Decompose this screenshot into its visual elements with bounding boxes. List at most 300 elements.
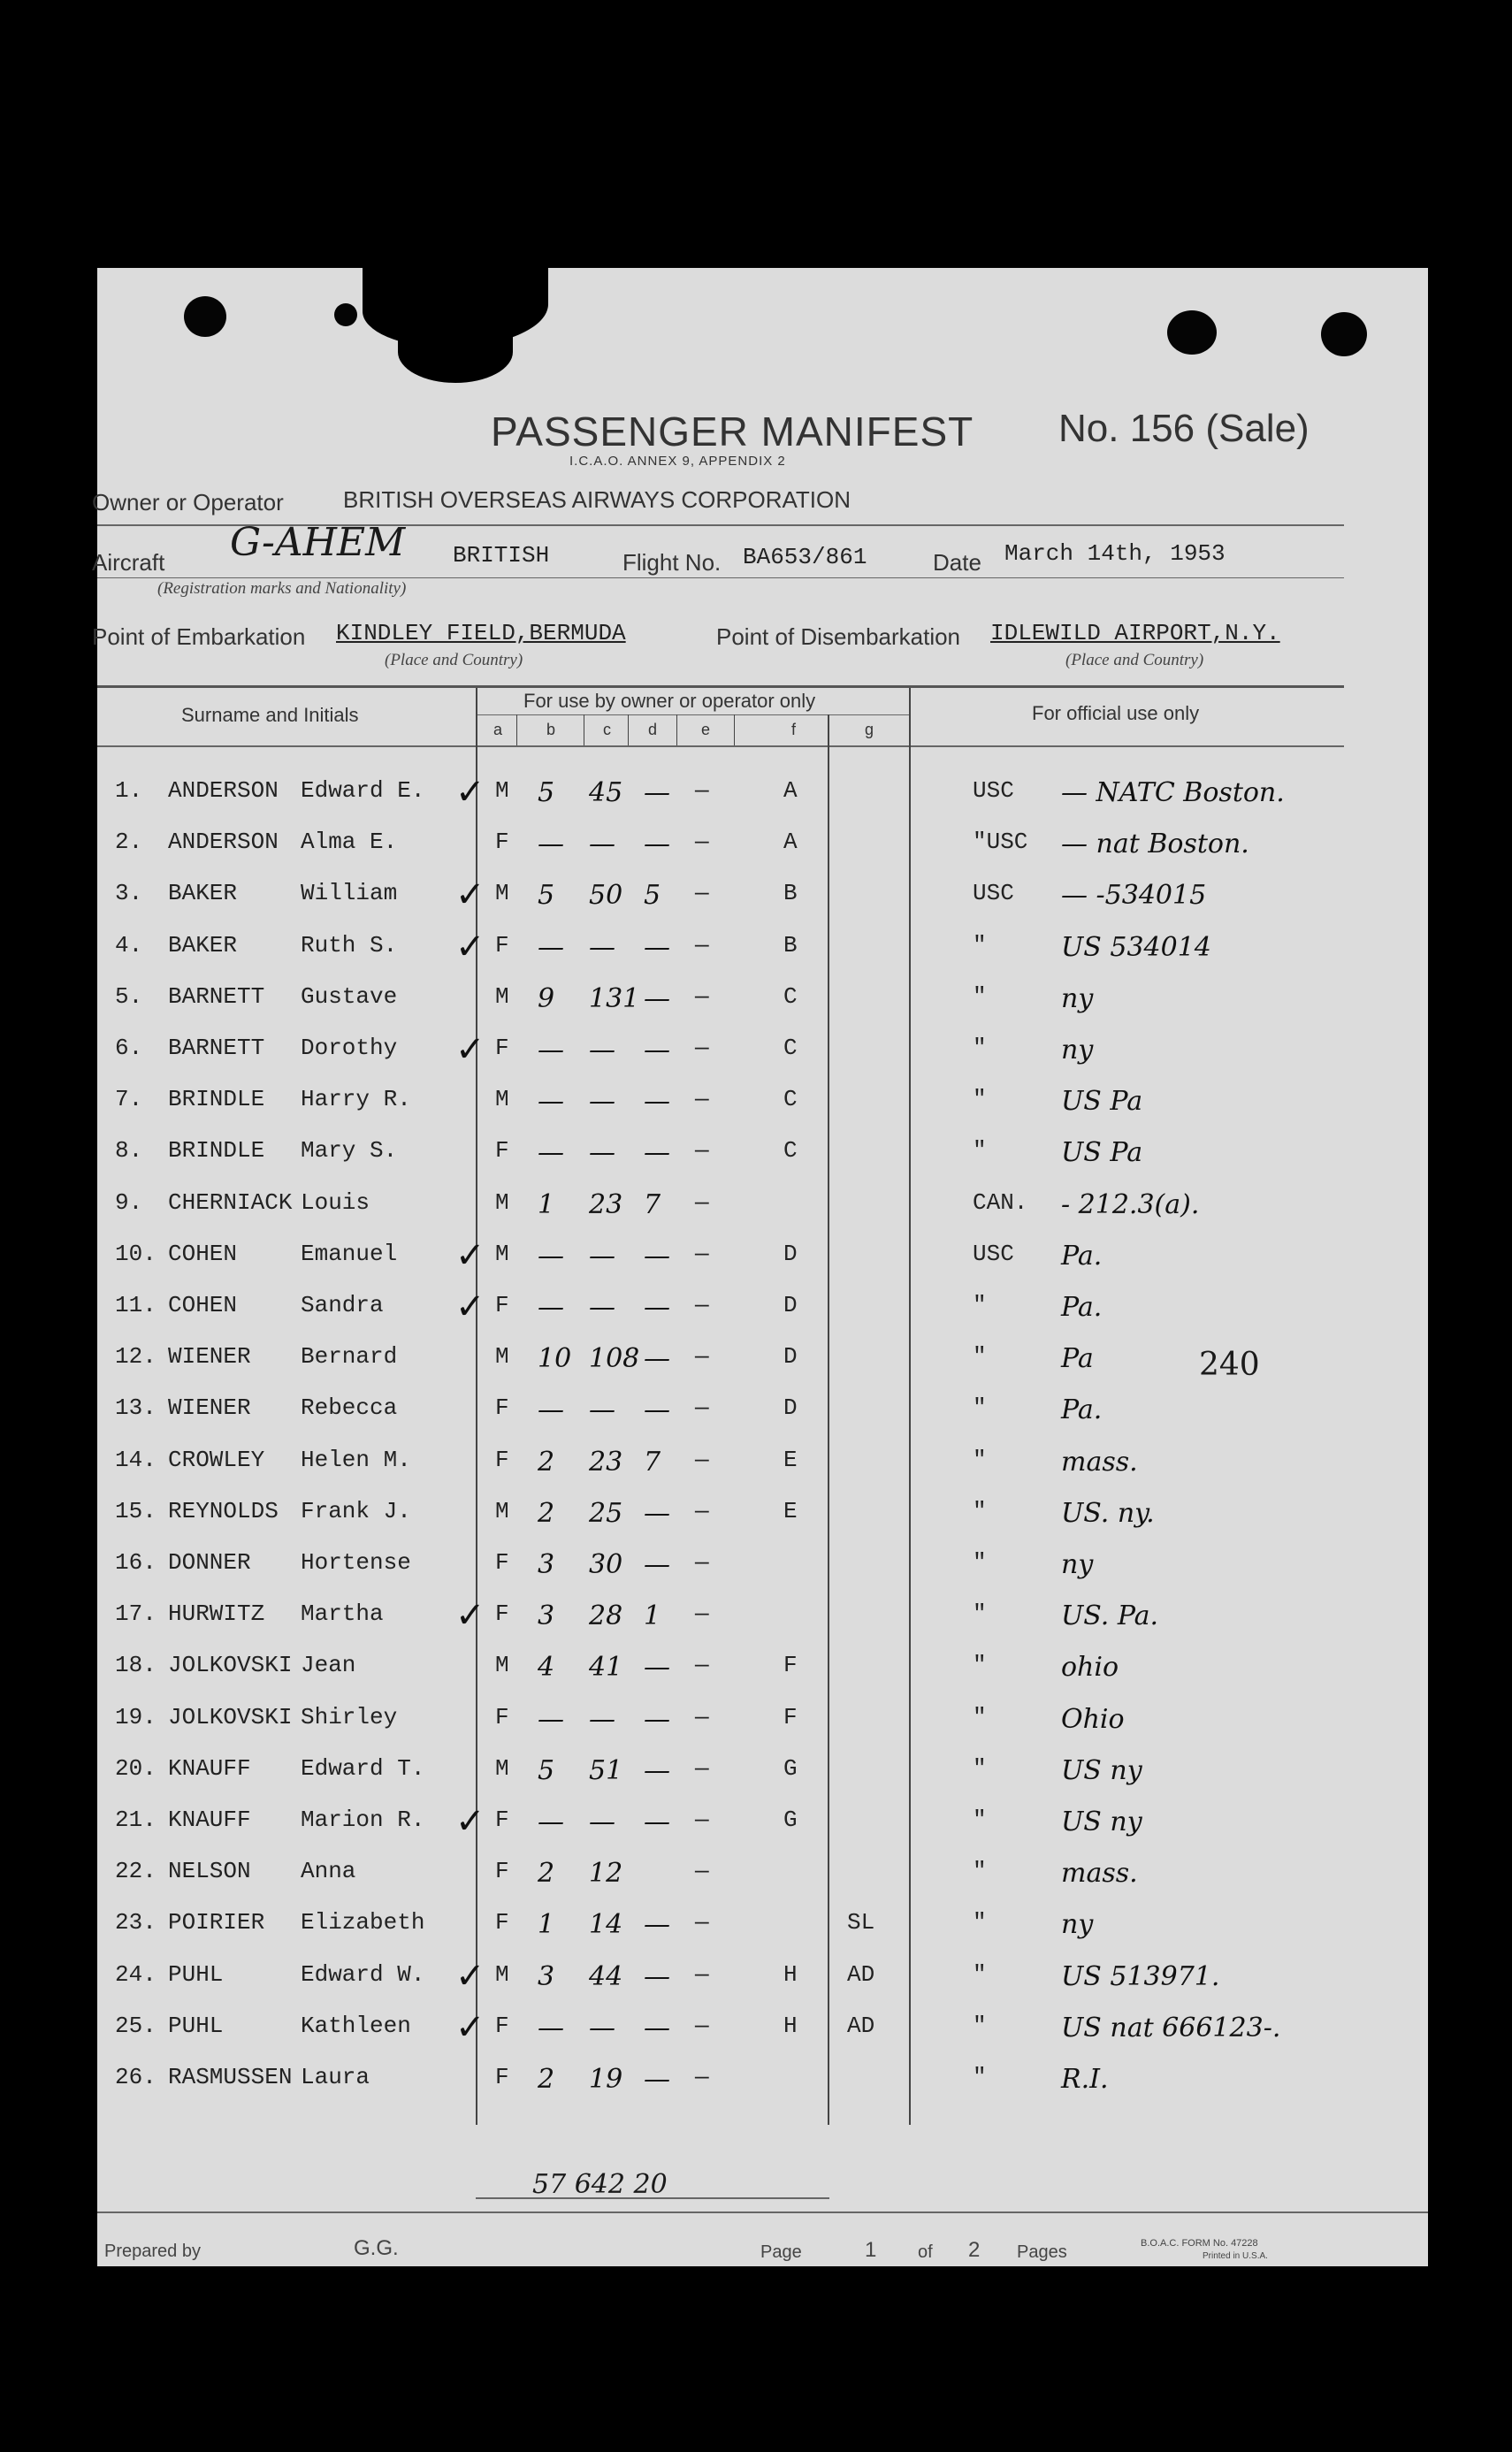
table-row: [97, 1285, 1428, 1336]
col-c-value: —: [589, 1807, 615, 1837]
col-c-value: 25: [589, 1498, 623, 1529]
passenger-given-name: Elizabeth: [301, 1909, 425, 1936]
passenger-sex: F: [495, 1600, 509, 1627]
passenger-sex: F: [495, 1292, 509, 1318]
official-code: "USC: [973, 829, 1028, 855]
passenger-sex: M: [495, 880, 509, 906]
official-note: US Pa: [1061, 1086, 1143, 1117]
check-mark: ✓: [455, 1287, 485, 1327]
col-d-value: —: [644, 1086, 670, 1117]
official-code: ": [973, 1549, 987, 1576]
col-e-value: —: [695, 1549, 709, 1576]
col-c-value: 30: [589, 1549, 623, 1580]
flight-number: BA653/861: [743, 544, 867, 570]
col-d-value: —: [644, 1343, 670, 1374]
passenger-sex: F: [495, 2013, 509, 2039]
col-d-value: —: [644, 829, 670, 859]
col-c-value: 23: [589, 1189, 623, 1220]
col-f-value: D: [783, 1292, 798, 1318]
col-c-value: —: [589, 1137, 615, 1168]
embarkation-value: KINDLEY FIELD,BERMUDA: [336, 620, 626, 646]
passenger-surname: BAKER: [168, 932, 238, 959]
form-ref: B.O.A.C. FORM No. 47228: [1141, 2238, 1258, 2249]
col-f-value: A: [783, 777, 798, 804]
form-ref-2: Printed in U.S.A.: [1203, 2251, 1268, 2261]
col-c-value: —: [589, 932, 615, 963]
col-f-value: B: [783, 932, 798, 959]
passenger-sex: M: [495, 1241, 509, 1267]
official-note: US. ny.: [1061, 1498, 1155, 1529]
col-d-value: —: [644, 1807, 670, 1837]
row-number: 5.: [115, 983, 143, 1010]
col-e-value: —: [695, 1343, 709, 1370]
col-b-value: 3: [538, 1549, 555, 1580]
passenger-surname: CHERNIACK: [168, 1189, 293, 1216]
official-code: ": [973, 1447, 987, 1473]
col-b-value: 9: [538, 983, 555, 1014]
row-number: 12.: [115, 1343, 157, 1370]
passenger-surname: BARNETT: [168, 983, 265, 1010]
official-note: Pa.: [1061, 1292, 1103, 1323]
col-c-value: —: [589, 1241, 615, 1272]
row-number: 11.: [115, 1292, 157, 1318]
row-number: 3.: [115, 880, 143, 906]
col-b-value: —: [538, 1292, 564, 1323]
official-note: ny: [1061, 1035, 1094, 1066]
passenger-surname: ANDERSON: [168, 777, 279, 804]
col-b-value: 5: [538, 1755, 555, 1786]
col-e-value: —: [695, 1035, 709, 1061]
passenger-given-name: Emanuel: [301, 1241, 398, 1267]
passenger-given-name: Helen M.: [301, 1447, 411, 1473]
page-label: Page: [760, 2242, 802, 2262]
col-b-value: 3: [538, 1600, 555, 1631]
table-row: [97, 1491, 1428, 1542]
official-note: ohio: [1061, 1652, 1119, 1683]
disembarkation-value: IDLEWILD AIRPORT,N.Y.: [990, 620, 1280, 646]
official-code: ": [973, 983, 987, 1010]
passenger-given-name: Dorothy: [301, 1035, 398, 1061]
col-c-value: 41: [589, 1652, 623, 1683]
col-line: [628, 714, 629, 745]
passenger-given-name: Gustave: [301, 983, 398, 1010]
official-code: ": [973, 1755, 987, 1782]
manifest-title: PASSENGER MANIFEST: [491, 409, 974, 454]
col-e-value: —: [695, 1447, 709, 1473]
official-code: USC: [973, 777, 1014, 804]
official-note: US ny: [1061, 1807, 1142, 1837]
col-e-value: —: [695, 932, 709, 959]
owner-value: BRITISH OVERSEAS AIRWAYS CORPORATION: [343, 486, 851, 513]
col-e-value: —: [695, 1652, 709, 1678]
check-mark: ✓: [455, 1595, 485, 1636]
passenger-sex: F: [495, 1704, 509, 1730]
embarkation-note: (Place and Country): [385, 651, 523, 669]
passenger-sex: F: [495, 1035, 509, 1061]
table-row: [97, 1799, 1428, 1851]
aircraft-note: (Registration marks and Nationality): [157, 579, 407, 598]
col-f-value: D: [783, 1241, 798, 1267]
col-b-value: 2: [538, 1447, 555, 1478]
official-code: ": [973, 1086, 987, 1112]
col-line: [516, 714, 517, 745]
passenger-sex: F: [495, 1447, 509, 1473]
pages-label: Pages: [1017, 2242, 1067, 2262]
col-c-value: —: [589, 1035, 615, 1066]
manifest-page: [92, 268, 1428, 2266]
col-b-value: 10: [538, 1343, 572, 1374]
row-number: 23.: [115, 1909, 157, 1936]
col-b-value: 1: [538, 1909, 555, 1940]
table-row: [97, 1697, 1428, 1748]
official-code: ": [973, 1909, 987, 1936]
passenger-given-name: Edward W.: [301, 1961, 425, 1988]
official-note: mass.: [1061, 1447, 1138, 1478]
col-c-value: 131: [589, 983, 640, 1014]
table-row: [97, 1593, 1428, 1645]
col-d-value: —: [644, 1704, 670, 1735]
col-e-value: —: [695, 1909, 709, 1936]
check-mark: ✓: [455, 1235, 485, 1276]
official-code: ": [973, 1292, 987, 1318]
table-row: [97, 821, 1428, 873]
col-d-value: —: [644, 1241, 670, 1272]
table-row: [97, 2005, 1428, 2057]
table-row: [97, 925, 1428, 976]
col-f-value: C: [783, 1137, 798, 1164]
col-b-value: —: [538, 1394, 564, 1425]
col-d-value: —: [644, 1549, 670, 1580]
col-d-value: —: [644, 983, 670, 1014]
official-note: Pa: [1061, 1343, 1094, 1374]
prepared-value: G.G.: [354, 2236, 399, 2260]
col-e-value: —: [695, 983, 709, 1010]
passenger-sex: M: [495, 1755, 509, 1782]
col-b-value: 2: [538, 1858, 555, 1889]
passenger-sex: F: [495, 829, 509, 855]
check-mark: ✓: [455, 2007, 485, 2048]
official-note: - 212.3(a).: [1061, 1189, 1200, 1220]
passenger-sex: M: [495, 1189, 509, 1216]
col-f-value: C: [783, 1086, 798, 1112]
passenger-surname: WIENER: [168, 1343, 251, 1370]
passenger-given-name: Kathleen: [301, 2013, 411, 2039]
col-e-value: —: [695, 1755, 709, 1782]
col-e-value: —: [695, 2064, 709, 2090]
col-f-value: B: [783, 880, 798, 906]
page-value: 1: [865, 2238, 877, 2262]
row-number: 24.: [115, 1961, 157, 1988]
passenger-surname: BARNETT: [168, 1035, 265, 1061]
passenger-given-name: William: [301, 880, 398, 906]
row-number: 26.: [115, 2064, 157, 2090]
table-row: [97, 873, 1428, 924]
col-e-value: —: [695, 1189, 709, 1216]
col-e-value: —: [695, 829, 709, 855]
official-code: USC: [973, 880, 1014, 906]
col-f-value: G: [783, 1755, 798, 1782]
row-number: 13.: [115, 1394, 157, 1421]
passenger-surname: RASMUSSEN: [168, 2064, 293, 2090]
passenger-given-name: Mary S.: [301, 1137, 398, 1164]
col-d-value: —: [644, 2064, 670, 2095]
col-d-value: —: [644, 1292, 670, 1323]
col-e-value: —: [695, 1498, 709, 1524]
disembarkation-note: (Place and Country): [1065, 651, 1204, 669]
passenger-sex: F: [495, 932, 509, 959]
col-f-value: H: [783, 1961, 798, 1988]
col-d-value: —: [644, 1498, 670, 1529]
row-number: 8.: [115, 1137, 143, 1164]
table-row: [97, 1387, 1428, 1439]
table-row: [97, 1079, 1428, 1130]
col-e-value: —: [695, 1807, 709, 1833]
col-d-value: 5: [644, 880, 661, 911]
embarkation-label: Point of Embarkation: [92, 623, 306, 650]
row-number: 6.: [115, 1035, 143, 1061]
col-c-value: 44: [589, 1961, 623, 1992]
check-mark: ✓: [455, 1029, 485, 1070]
col-d-value: —: [644, 1909, 670, 1940]
official-code: ": [973, 1961, 987, 1988]
table-row: [97, 1954, 1428, 2005]
col-line: [676, 714, 677, 745]
passenger-given-name: Louis: [301, 1189, 370, 1216]
punch-hole-right: [1167, 310, 1217, 355]
margin-note: 240: [1199, 1347, 1260, 1383]
official-code: ": [973, 2013, 987, 2039]
subcolumn-header-a: a: [493, 721, 503, 738]
row-number: 22.: [115, 1858, 157, 1884]
rule: [97, 577, 1344, 578]
col-e-value: —: [695, 1704, 709, 1730]
passenger-given-name: Edward T.: [301, 1755, 425, 1782]
col-f-value: G: [783, 1807, 798, 1833]
col-e-value: —: [695, 2013, 709, 2039]
subcolumn-header-c: c: [603, 721, 611, 738]
col-b-value: —: [538, 1086, 564, 1117]
table-row: [97, 1440, 1428, 1491]
col-f-value: H: [783, 2013, 798, 2039]
col-b-value: 4: [538, 1652, 555, 1683]
passenger-surname: JOLKOVSKI: [168, 1704, 293, 1730]
passenger-sex: M: [495, 983, 509, 1010]
row-number: 9.: [115, 1189, 143, 1216]
passenger-surname: COHEN: [168, 1292, 238, 1318]
passenger-surname: PUHL: [168, 1961, 224, 1988]
row-number: 16.: [115, 1549, 157, 1576]
passenger-sex: M: [495, 1961, 509, 1988]
col-f-value: C: [783, 983, 798, 1010]
aircraft-nationality: BRITISH: [453, 542, 550, 569]
col-c-value: —: [589, 1292, 615, 1323]
table-row: [97, 770, 1428, 821]
col-c-value: 23: [589, 1447, 623, 1478]
col-e-value: —: [695, 1241, 709, 1267]
table-row: [97, 1234, 1428, 1285]
row-number: 25.: [115, 2013, 157, 2039]
row-number: 7.: [115, 1086, 143, 1112]
owner-use-header: For use by owner or operator only: [523, 690, 816, 712]
col-e-value: —: [695, 1858, 709, 1884]
col-d-value: 7: [644, 1189, 661, 1220]
official-code: ": [973, 1394, 987, 1421]
row-number: 19.: [115, 1704, 157, 1730]
manifest-subtitle: I.C.A.O. ANNEX 9, APPENDIX 2: [569, 454, 786, 469]
passenger-surname: PUHL: [168, 2013, 224, 2039]
col-e-value: —: [695, 1600, 709, 1627]
official-code: ": [973, 1498, 987, 1524]
passenger-sex: M: [495, 1652, 509, 1678]
col-b-value: 2: [538, 1498, 555, 1529]
col-d-value: —: [644, 932, 670, 963]
col-f-value: E: [783, 1498, 798, 1524]
passenger-surname: BRINDLE: [168, 1086, 265, 1112]
passenger-surname: KNAUFF: [168, 1755, 251, 1782]
official-note: US Pa: [1061, 1137, 1143, 1168]
passenger-surname: HURWITZ: [168, 1600, 265, 1627]
passenger-surname: BRINDLE: [168, 1137, 265, 1164]
col-c-value: 108: [589, 1343, 640, 1374]
passenger-given-name: Ruth S.: [301, 932, 398, 959]
col-f-value: F: [783, 1704, 798, 1730]
official-note: US nat 666123-.: [1061, 2013, 1281, 2043]
passenger-given-name: Marion R.: [301, 1807, 425, 1833]
table-row: [97, 1182, 1428, 1234]
table-row: [97, 1645, 1428, 1696]
col-c-value: —: [589, 1394, 615, 1425]
table-row: [97, 1748, 1428, 1799]
passenger-surname: BAKER: [168, 880, 238, 906]
official-code: ": [973, 1807, 987, 1833]
table-row: [97, 1027, 1428, 1079]
subcolumn-header-f: f: [791, 721, 797, 738]
passenger-sex: M: [495, 1086, 509, 1112]
col-d-value: —: [644, 777, 670, 808]
official-note: mass.: [1061, 1858, 1138, 1889]
passenger-given-name: Alma E.: [301, 829, 398, 855]
official-note: ny: [1061, 1549, 1094, 1580]
official-code: USC: [973, 1241, 1014, 1267]
subcolumn-header-b: b: [546, 721, 556, 738]
col-c-value: 12: [589, 1858, 623, 1889]
official-note: Pa.: [1061, 1394, 1103, 1425]
col-c-value: —: [589, 1086, 615, 1117]
passenger-sex: F: [495, 1394, 509, 1421]
punch-hole-left-small: [334, 303, 357, 326]
of-value: 2: [968, 2238, 981, 2262]
official-code: ": [973, 2064, 987, 2090]
row-number: 10.: [115, 1241, 157, 1267]
passenger-given-name: Laura: [301, 2064, 370, 2090]
col-g-value: AD: [847, 2013, 875, 2039]
col-c-value: —: [589, 2013, 615, 2043]
passenger-sex: F: [495, 1807, 509, 1833]
col-d-value: —: [644, 1137, 670, 1168]
passenger-surname: WIENER: [168, 1394, 251, 1421]
flight-label: Flight No.: [622, 549, 722, 576]
aircraft-label: Aircraft: [92, 549, 165, 576]
rule: [477, 714, 911, 715]
passenger-given-name: Jean: [301, 1652, 356, 1678]
official-note: ny: [1061, 983, 1094, 1014]
official-code: CAN.: [973, 1189, 1028, 1216]
subcolumn-header-e: e: [701, 721, 711, 738]
surname-header: Surname and Initials: [181, 704, 359, 726]
col-b-value: 2: [538, 2064, 555, 2095]
col-f-value: E: [783, 1447, 798, 1473]
check-mark: ✓: [455, 927, 485, 967]
date-label: Date: [933, 549, 981, 576]
col-b-value: —: [538, 1704, 564, 1735]
passenger-sex: F: [495, 1137, 509, 1164]
punch-hole-left: [184, 296, 226, 337]
official-code: ": [973, 1704, 987, 1730]
totals: 57 642 20: [532, 2169, 668, 2200]
passenger-given-name: Anna: [301, 1858, 356, 1884]
passenger-surname: POIRIER: [168, 1909, 265, 1936]
official-note: US. Pa.: [1061, 1600, 1159, 1631]
col-c-value: 28: [589, 1600, 623, 1631]
col-e-value: —: [695, 777, 709, 804]
of-label: of: [918, 2242, 933, 2262]
official-note: Ohio: [1061, 1704, 1125, 1735]
passenger-given-name: Edward E.: [301, 777, 425, 804]
check-mark: ✓: [455, 875, 485, 915]
passenger-sex: F: [495, 1909, 509, 1936]
official-note: — nat Boston.: [1061, 829, 1249, 859]
col-d-value: —: [644, 1755, 670, 1786]
passenger-surname: KNAUFF: [168, 1807, 251, 1833]
aircraft-registration: G-AHEM: [230, 520, 406, 565]
col-b-value: —: [538, 932, 564, 963]
col-f-value: D: [783, 1343, 798, 1370]
col-c-value: —: [589, 829, 615, 859]
check-mark: ✓: [455, 1956, 485, 1997]
col-b-value: —: [538, 2013, 564, 2043]
col-e-value: —: [695, 1137, 709, 1164]
passenger-sex: F: [495, 1858, 509, 1884]
row-number: 4.: [115, 932, 143, 959]
row-number: 18.: [115, 1652, 157, 1678]
col-e-value: —: [695, 880, 709, 906]
col-e-value: —: [695, 1961, 709, 1988]
passenger-given-name: Rebecca: [301, 1394, 398, 1421]
official-note: R.I.: [1061, 2064, 1109, 2095]
official-code: ": [973, 1858, 987, 1884]
col-d-value: —: [644, 1961, 670, 1992]
table-row: [97, 1542, 1428, 1593]
official-note: US 513971.: [1061, 1961, 1220, 1992]
passenger-surname: NELSON: [168, 1858, 251, 1884]
passenger-sex: M: [495, 1498, 509, 1524]
table-row: [97, 1902, 1428, 1953]
official-note: Pa.: [1061, 1241, 1103, 1272]
table-top-rule: [97, 685, 1344, 688]
passenger-surname: JOLKOVSKI: [168, 1652, 293, 1678]
row-number: 14.: [115, 1447, 157, 1473]
official-note: US ny: [1061, 1755, 1142, 1786]
col-g-value: AD: [847, 1961, 875, 1988]
passenger-given-name: Hortense: [301, 1549, 411, 1576]
col-line: [734, 714, 735, 745]
col-d-value: —: [644, 1652, 670, 1683]
table-row: [97, 1130, 1428, 1181]
official-code: ": [973, 1652, 987, 1678]
passenger-given-name: Martha: [301, 1600, 384, 1627]
col-e-value: —: [695, 1394, 709, 1421]
official-note: — NATC Boston.: [1061, 777, 1285, 808]
